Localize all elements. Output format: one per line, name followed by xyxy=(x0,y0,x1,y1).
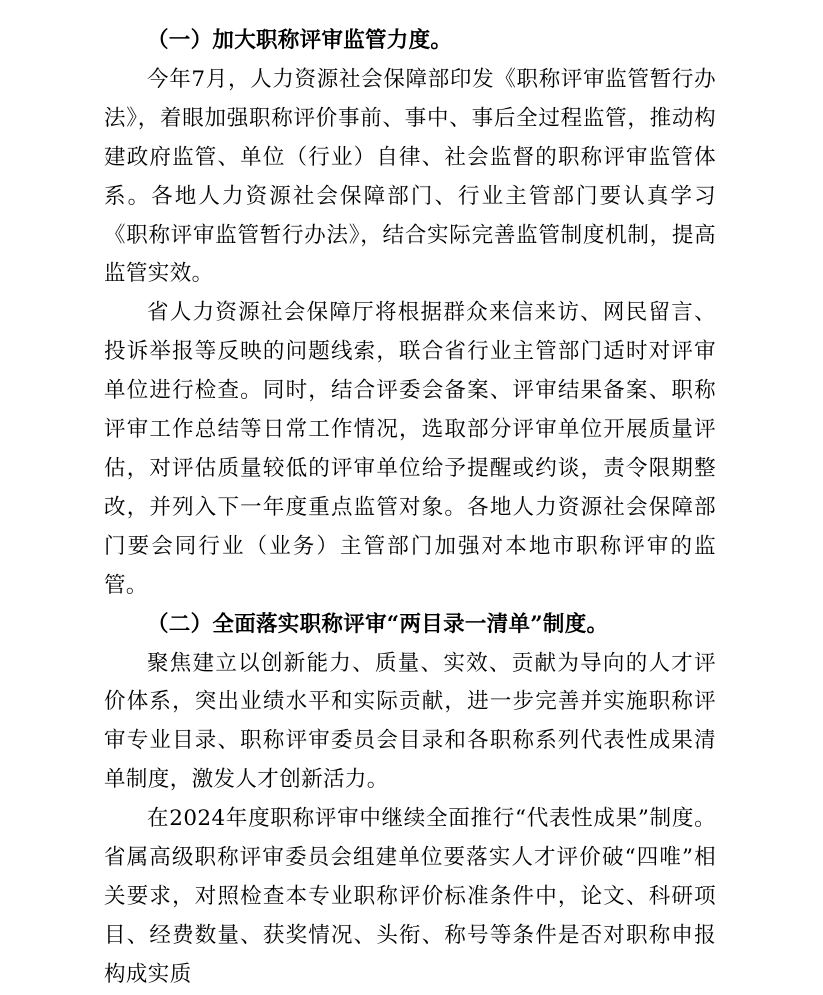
section-1-paragraph-1: 今年7月，人力资源社会保障部印发《职称评审监管暂行办法》，着眼加强职称评价事前、事中、事后全过程监管，推动构建政府监管、单位（行业）自律、社会监督的职称评审监管体系。各地人力资源社会保障部门、行业主管部门要认真学习《职称评审监管暂行办法》，结合实际完善监管制度机制，提高监管实效。 xyxy=(104,66,716,287)
section-1-paragraph-2: 省人力资源社会保障厅将根据群众来信来访、网民留言、投诉举报等反映的问题线索，联合省行业主管部门适时对评审单位进行检查。同时，结合评委会备案、评审结果备案、职称评审工作总结等日常工作情况，选取部分评审单位开展质量评估，对评估质量较低的评审单位给予提醒或约谈，责令限期整改，并列入下一年度重点监管对象。各地人力资源社会保障部门要会同行业（业务）主管部门加强对本地市职称评审的监管。 xyxy=(104,300,716,598)
section-heading-1: （一）加大职称评审监管力度。 xyxy=(147,28,453,53)
section-heading-2: （二）全面落实职称评审“两目录一清单”制度。 xyxy=(147,611,609,637)
section-2-paragraph-1: 聚焦建立以创新能力、质量、实效、贡献为导向的人才评价体系，突出业绩水平和实际贡献，进一步完善并实施职称评审专业目录、职称评审委员会目录和各职称系列代表性成果清单制度，激发人才创新活力。 xyxy=(104,650,716,793)
document-body xyxy=(104,22,716,995)
section-2-paragraph-2: 在2024年度职称评审中继续全面推行“代表性成果”制度。省属高级职称评审委员会组建单位要落实人才评价破“四唯”相关要求，对照检查本专业职称评价标准条件中，论文、科研项目、经费数量、获奖情况、头衔、称号等条件是否对职称申报构成实质 xyxy=(104,806,716,987)
